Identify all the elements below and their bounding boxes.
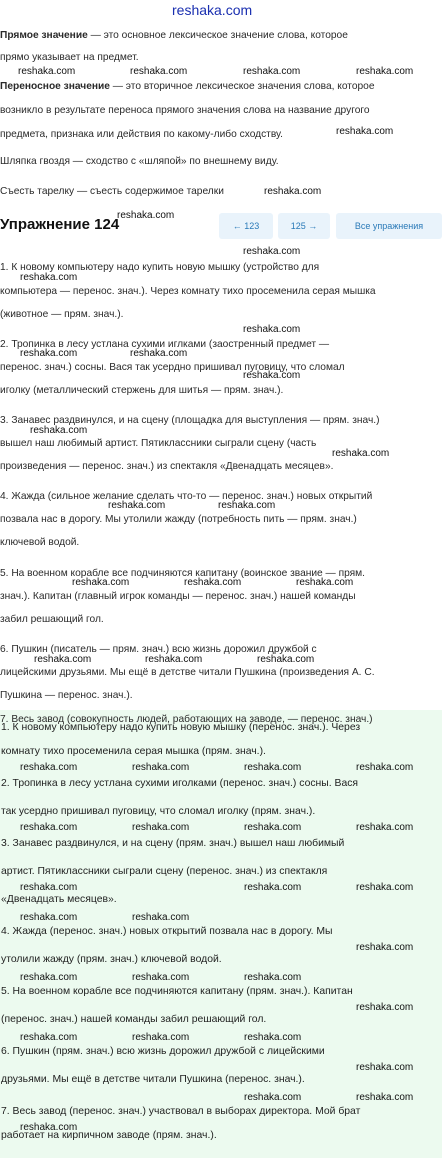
watermark: reshaka.com: [244, 822, 302, 833]
watermark: reshaka.com: [244, 1032, 302, 1043]
watermark: reshaka.com: [18, 66, 76, 77]
task-line: 5. На военном корабле все подчиняются капитану (воинское звание — прям.: [0, 568, 365, 579]
watermark: reshaka.com: [244, 972, 302, 983]
task-line: иголку (металлический стержень для шитья — прям. знач.).: [0, 385, 284, 396]
watermark: reshaka.com: [72, 577, 130, 588]
figurative-definition-line-2: возникло в результате переноса прямого значения слова на название другого: [0, 105, 370, 116]
watermark: reshaka.com: [20, 348, 78, 359]
watermark: reshaka.com: [264, 186, 322, 197]
answer-line: работает на кирпичном заводе (прям. знач.).: [1, 1130, 217, 1141]
watermark: reshaka.com: [20, 882, 78, 893]
watermark: reshaka.com: [20, 822, 78, 833]
watermark: reshaka.com: [356, 942, 414, 953]
watermark: reshaka.com: [336, 126, 394, 137]
direct-term: Прямое значение: [0, 30, 88, 41]
watermark: reshaka.com: [243, 246, 301, 257]
task-line: перенос. знач.) сосны. Вася так усердно пришивал пуговицу, что сломал: [0, 362, 345, 373]
watermark: reshaka.com: [356, 1092, 414, 1103]
task-line: ключевой водой.: [0, 537, 80, 548]
watermark: reshaka.com: [130, 348, 188, 359]
watermark: reshaka.com: [356, 1002, 414, 1013]
task-line: (животное — прям. знач.).: [0, 309, 124, 320]
answer-line: «Двенадцать месяцев».: [1, 894, 117, 905]
watermark: reshaka.com: [243, 324, 301, 335]
figurative-definition-line-3: предмета, признака или действия по какому-либо сходству.: [0, 129, 283, 140]
watermark: reshaka.com: [356, 882, 414, 893]
task-line: лицейскими друзьями. Мы ещё в детстве читали Пушкина (произведения А. С.: [0, 667, 375, 678]
watermark: reshaka.com: [20, 1122, 78, 1133]
figurative-definition-text: — это вторичное лексическое значения слова, которое: [109, 81, 375, 92]
task-line: 1. К новому компьютеру надо купить новую мышку (устройство для: [0, 262, 320, 273]
all-exercises-button[interactable]: Все упражнения: [336, 213, 442, 239]
watermark: reshaka.com: [356, 1062, 414, 1073]
watermark: reshaka.com: [356, 762, 414, 773]
task-line: вышел наш любимый артист. Пятиклассники сыграли сцену (часть: [0, 438, 317, 449]
exercise-title: Упражнение 124: [0, 216, 120, 233]
watermark: reshaka.com: [117, 210, 175, 221]
watermark: reshaka.com: [145, 654, 203, 665]
answer-line: комнату тихо просеменила серая мышка (прям. знач.).: [1, 746, 266, 757]
watermark: reshaka.com: [218, 500, 276, 511]
figurative-term: Переносное значение: [0, 81, 110, 92]
watermark: reshaka.com: [20, 912, 78, 923]
direct-definition-text: — это основное лексическое значение слова, которое: [87, 30, 348, 41]
watermark: reshaka.com: [243, 370, 301, 381]
prev-exercise-button[interactable]: ← 123: [219, 213, 273, 239]
watermark: reshaka.com: [20, 762, 78, 773]
answer-line: (перенос. знач.) нашей команды забил решающий гол.: [1, 1014, 267, 1025]
task-line: забил решающий гол.: [0, 614, 104, 625]
example-1: Шляпка гвоздя — сходство с «шляпой» по внешнему виду.: [0, 156, 279, 167]
watermark: reshaka.com: [332, 448, 390, 459]
watermark: reshaka.com: [132, 762, 190, 773]
answer-line: 6. Пушкин (прям. знач.) всю жизнь дорожил дружбой с лицейскими: [1, 1046, 325, 1057]
site-header[interactable]: reshaka.com: [172, 2, 253, 18]
watermark: reshaka.com: [184, 577, 242, 588]
watermark: reshaka.com: [20, 272, 78, 283]
watermark: reshaka.com: [108, 500, 166, 511]
answer-line: 5. На военном корабле все подчиняются капитану (прям. знач.). Капитан: [1, 986, 353, 997]
direct-definition-line-1: [0, 24, 440, 48]
watermark: reshaka.com: [244, 762, 302, 773]
task-line: 4. Жажда (сильное желание сделать что-то — перенос. знач.) новых открытий: [0, 491, 373, 502]
answer-line: так усердно пришивал пуговицу, что сломал иголку (прям. знач.).: [1, 806, 316, 817]
task-line: Пушкина — перенос. знач.).: [0, 690, 133, 701]
next-exercise-button[interactable]: 125 →: [278, 213, 330, 239]
figurative-definition-line-1: [0, 75, 440, 99]
task-line: произведения — перенос. знач.) из спектакля «Двенадцать месяцев».: [0, 461, 334, 472]
task-line: 6. Пушкин (писатель — прям. знач.) всю жизнь дорожил дружбой с: [0, 644, 317, 655]
answer-line: 2. Тропинка в лесу устлана сухими иголками (перенос. знач.) сосны. Вася: [1, 778, 359, 789]
example-2: Съесть тарелку — съесть содержимое тарелки: [0, 186, 224, 197]
task-line: 3. Занавес раздвинулся, и на сцену (площадка для выступления — прям. знач.): [0, 415, 380, 426]
watermark: reshaka.com: [296, 577, 354, 588]
watermark: reshaka.com: [20, 1032, 78, 1043]
watermark: reshaka.com: [132, 972, 190, 983]
watermark: reshaka.com: [243, 66, 301, 77]
answer-line: 3. Занавес раздвинулся, и на сцену (прям. знач.) вышел наш любимый: [1, 838, 345, 849]
direct-definition-line-2: прямо указывает на предмет.: [0, 52, 139, 63]
answer-line: артист. Пятиклассники сыграли сцену (перенос. знач.) из спектакля: [1, 866, 328, 877]
watermark: reshaka.com: [30, 425, 88, 436]
watermark: reshaka.com: [20, 972, 78, 983]
task-line: знач.). Капитан (главный игрок команды — перенос. знач.) нашей команды: [0, 591, 356, 602]
task-line: компьютера — перенос. знач.). Через комнату тихо просеменила серая мышка: [0, 286, 376, 297]
watermark: reshaka.com: [132, 1032, 190, 1043]
answer-line: 7. Весь завод (перенос. знач.) участвовал в выборах директора. Мой брат: [1, 1106, 361, 1117]
watermark: reshaka.com: [244, 882, 302, 893]
watermark: reshaka.com: [132, 912, 190, 923]
watermark: reshaka.com: [244, 1092, 302, 1103]
answer-line: 1. К новому компьютеру надо купить новую мышку (перенос. знач.). Через: [1, 722, 361, 733]
watermark: reshaka.com: [130, 66, 188, 77]
watermark: reshaka.com: [34, 654, 92, 665]
answer-line: 4. Жажда (перенос. знач.) новых открытий позвала нас в дорогу. Мы: [1, 926, 333, 937]
task-line: 7. Весь завод (совокупность людей, работающих на заводе, — перенос. знач.): [0, 714, 373, 725]
watermark: reshaka.com: [257, 654, 315, 665]
task-line: позвала нас в дорогу. Мы утолили жажду (потребность пить — прям. знач.): [0, 514, 357, 525]
watermark: reshaka.com: [356, 822, 414, 833]
watermark: reshaka.com: [132, 822, 190, 833]
watermark: reshaka.com: [356, 66, 414, 77]
answer-line: друзьями. Мы ещё в детстве читали Пушкина (перенос. знач.).: [1, 1074, 305, 1085]
task-line: 2. Тропинка в лесу устлана сухими иглками (заостренный предмет —: [0, 339, 330, 350]
answer-line: утолили жажду (прям. знач.) ключевой водой.: [1, 954, 222, 965]
